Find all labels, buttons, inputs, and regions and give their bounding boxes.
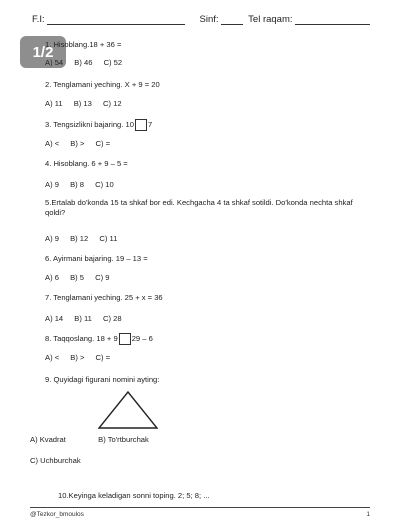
question-8 — [45, 333, 153, 345]
option: C) 11 — [99, 234, 118, 243]
name-field-line[interactable] — [47, 15, 185, 25]
page-counter-badge: 1/2 — [20, 36, 66, 68]
option: C) 12 — [103, 99, 122, 108]
triangle-figure — [97, 390, 159, 430]
question-3-right: 7 — [147, 120, 153, 129]
question-10: 10.Keyinga keladigan sonni toping. 2; 5; 8; ... — [58, 491, 210, 500]
option: C) 52 — [103, 58, 123, 67]
option: A) 9 — [45, 234, 59, 243]
option: C) Uchburchak — [30, 456, 81, 465]
name-label: F.I: — [32, 14, 45, 25]
option: A) 6 — [45, 273, 59, 282]
option: B) To'rtburchak — [98, 435, 149, 444]
question-8-right: 29 – 6 — [131, 334, 153, 343]
option: B) 46 — [74, 58, 93, 67]
option: C) 9 — [95, 273, 110, 282]
compare-answer-box[interactable] — [119, 333, 131, 345]
question-4-options — [45, 180, 123, 189]
question-1: 1. Hisoblang.18 + 36 = — [45, 40, 122, 49]
question-8-options — [45, 353, 119, 362]
option: A) < — [45, 353, 60, 362]
option: A) 54 — [45, 58, 64, 67]
question-7-options — [45, 314, 131, 323]
option: B) 12 — [70, 234, 89, 243]
question-9-options-row2 — [30, 456, 81, 465]
question-5-options — [45, 234, 126, 243]
question-5: 5.Ertalab do'konda 15 ta shkaf bor edi. Kechgacha 4 ta shkaf sotildi. Do'konda nechta shkaf qoldi? — [45, 198, 353, 217]
class-label: Sinf: — [199, 14, 219, 25]
option: A) Kvadrat — [30, 435, 66, 444]
option: A) < — [45, 139, 60, 148]
question-3 — [45, 119, 152, 131]
option: B) 11 — [74, 314, 92, 323]
question-1-options — [45, 58, 131, 67]
phone-label: Tel raqam: — [248, 14, 293, 25]
phone-field-line[interactable] — [295, 15, 371, 25]
option: C) = — [95, 353, 111, 362]
option: B) > — [70, 353, 85, 362]
page-number: 1 — [366, 511, 370, 518]
compare-answer-box[interactable] — [135, 119, 147, 131]
question-9: 9. Quyidagi figurani nomini ayting: — [45, 375, 160, 384]
option: A) 14 — [45, 314, 64, 323]
question-4: 4. Hisoblang. 6 + 9 – 5 = — [45, 159, 128, 168]
question-2-options — [45, 99, 131, 108]
question-2: 2. Tenglamani yeching. X + 9 = 20 — [45, 80, 160, 89]
footer-divider — [30, 507, 370, 508]
question-6: 6. Ayirmani bajaring. 19 – 13 = — [45, 254, 148, 263]
option: B) > — [70, 139, 85, 148]
header-fields — [32, 14, 370, 25]
option: B) 8 — [70, 180, 84, 189]
option: A) 9 — [45, 180, 59, 189]
question-3-text: 3. Tengsizlikni bajaring. 10 — [45, 120, 134, 129]
option: B) 13 — [73, 99, 92, 108]
class-field-line[interactable] — [221, 15, 243, 25]
question-3-options — [45, 139, 119, 148]
option: C) 28 — [103, 314, 122, 323]
question-9-options-row1 — [30, 435, 149, 444]
option: C) 10 — [95, 180, 114, 189]
option: B) 5 — [70, 273, 84, 282]
option: C) = — [95, 139, 111, 148]
question-7: 7. Tenglamani yeching. 25 + x = 36 — [45, 293, 163, 302]
option: A) 11 — [45, 99, 63, 108]
question-6-options — [45, 273, 118, 282]
question-8-text: 8. Taqqoslang. 18 + 9 — [45, 334, 118, 343]
footer-channel: @Tezkor_bmoulos — [30, 511, 84, 518]
